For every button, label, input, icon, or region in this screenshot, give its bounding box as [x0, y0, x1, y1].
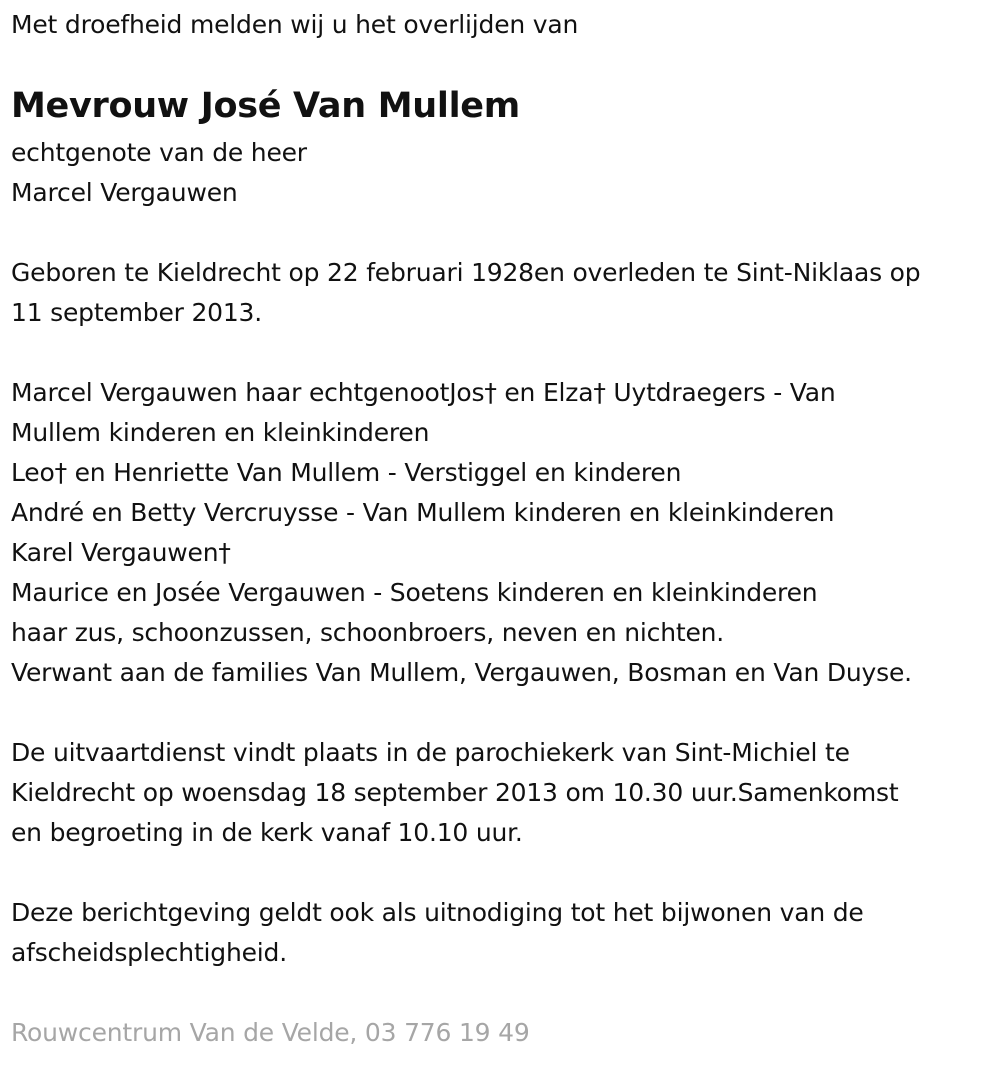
- funeral-service-block: [11, 733, 898, 853]
- family-line: André en Betty Vercruysse - Van Mullem kinderen en kleinkinderen: [11, 498, 835, 527]
- family-line: Leo† en Henriette Van Mullem - Verstiggel en kinderen: [11, 458, 682, 487]
- spouse-name: Marcel Vergauwen: [11, 178, 238, 207]
- invitation-block: [11, 893, 864, 973]
- intro-text: Met droefheid melden wij u het overlijden van: [11, 10, 579, 39]
- service-line: en begroeting in de kerk vanaf 10.10 uur.: [11, 818, 523, 847]
- birth-death-line: Geboren te Kieldrecht op 22 februari 1928en overleden te Sint-Niklaas op: [11, 258, 921, 287]
- birth-death-block: [11, 253, 920, 333]
- funeral-home-contact: Rouwcentrum Van de Velde, 03 776 19 49: [11, 1018, 530, 1047]
- family-line: Mullem kinderen en kleinkinderen: [11, 418, 430, 447]
- family-line: Verwant aan de families Van Mullem, Vergauwen, Bosman en Van Duyse.: [11, 658, 912, 687]
- invitation-line: afscheidsplechtigheid.: [11, 938, 287, 967]
- spouse-line: echtgenote van de heer: [11, 138, 307, 167]
- family-line: haar zus, schoonzussen, schoonbroers, neven en nichten.: [11, 618, 725, 647]
- spouse-block: [11, 133, 307, 213]
- deceased-name: Mevrouw José Van Mullem: [11, 86, 520, 126]
- family-line: Maurice en Josée Vergauwen - Soetens kinderen en kleinkinderen: [11, 578, 818, 607]
- family-line: Karel Vergauwen†: [11, 538, 231, 567]
- family-line: Marcel Vergauwen haar echtgenootJos† en Elza† Uytdraegers - Van: [11, 378, 836, 407]
- invitation-line: Deze berichtgeving geldt ook als uitnodiging tot het bijwonen van de: [11, 898, 864, 927]
- service-line: Kieldrecht op woensdag 18 september 2013 om 10.30 uur.Samenkomst: [11, 778, 899, 807]
- birth-death-line: 11 september 2013.: [11, 298, 263, 327]
- family-list: [11, 373, 912, 693]
- service-line: De uitvaartdienst vindt plaats in de parochiekerk van Sint-Michiel te: [11, 738, 850, 767]
